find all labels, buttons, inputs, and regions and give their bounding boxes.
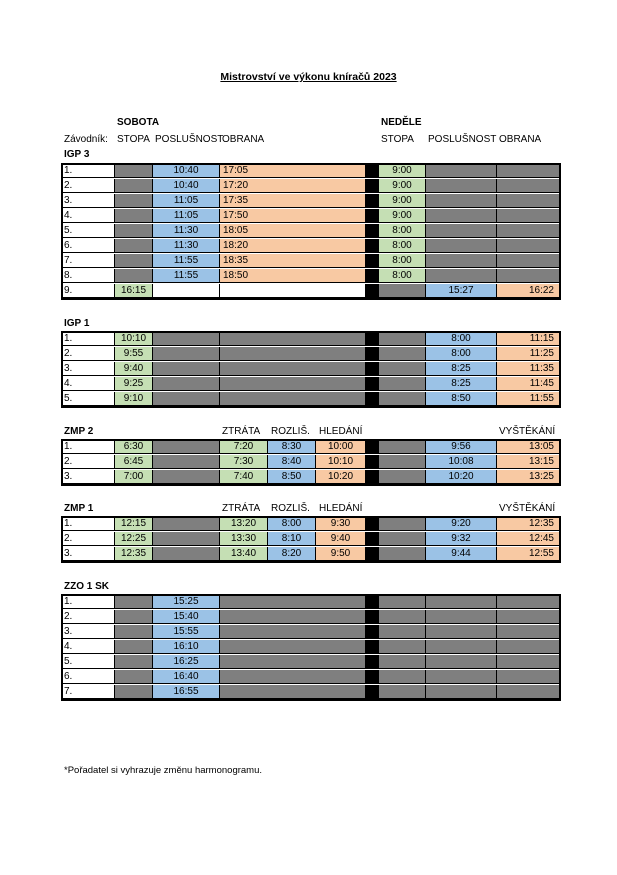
empty-cell xyxy=(220,625,366,639)
row-number-cell: 2. xyxy=(61,455,115,469)
row-number-cell: 4. xyxy=(61,640,115,654)
zmp1-hledani-label: HLEDÁNÍ xyxy=(319,503,363,514)
empty-cell xyxy=(220,595,366,609)
zmp1-vystekani-label: VYŠTĚKÁNÍ xyxy=(499,503,556,514)
row-number-cell: 1. xyxy=(61,517,115,531)
time-cell: 11:05 xyxy=(153,209,220,223)
day-divider-cell xyxy=(366,455,379,469)
zmp2-table-row xyxy=(61,440,561,454)
time-cell: 6:45 xyxy=(115,455,153,469)
row-number-cell: 8. xyxy=(61,269,115,283)
igp3-table-row xyxy=(61,284,561,298)
empty-cell xyxy=(220,377,366,391)
row-number-cell: 6. xyxy=(61,670,115,684)
day-divider-cell xyxy=(366,377,379,391)
time-cell: 11:55 xyxy=(497,392,561,406)
time-cell: 18:20 xyxy=(220,239,366,253)
time-cell: 17:05 xyxy=(220,164,366,178)
zzo1sk-table-row xyxy=(61,640,561,654)
section-zmp2-label: ZMP 2 xyxy=(64,426,94,437)
row-number-cell: 3. xyxy=(61,194,115,208)
time-cell: 11:35 xyxy=(497,362,561,376)
empty-cell xyxy=(426,269,497,283)
time-cell: 11:15 xyxy=(497,332,561,346)
empty-cell xyxy=(153,377,220,391)
empty-cell xyxy=(426,655,497,669)
time-cell: 16:55 xyxy=(153,685,220,699)
empty-cell xyxy=(153,347,220,361)
time-cell: 10:08 xyxy=(426,455,497,469)
time-cell: 9:56 xyxy=(426,440,497,454)
igp1-table-row xyxy=(61,332,561,346)
empty-cell xyxy=(220,284,366,298)
empty-cell xyxy=(115,269,153,283)
time-cell: 13:15 xyxy=(497,455,561,469)
day-divider-cell xyxy=(366,517,379,531)
header-poslusnost-sun: POSLUŠNOST xyxy=(428,134,497,145)
day-divider-cell xyxy=(366,392,379,406)
day-divider-cell xyxy=(366,347,379,361)
row-number-cell: 4. xyxy=(61,377,115,391)
time-cell: 12:35 xyxy=(497,517,561,531)
empty-cell xyxy=(426,239,497,253)
day-divider-cell xyxy=(366,209,379,223)
zmp2-hledani-label: HLEDÁNÍ xyxy=(319,426,363,437)
igp3-table-row xyxy=(61,254,561,268)
empty-cell xyxy=(115,610,153,624)
empty-cell xyxy=(426,685,497,699)
zmp1-ztrata-label: ZTRÁTA xyxy=(222,503,261,514)
empty-cell xyxy=(153,392,220,406)
time-cell: 7:40 xyxy=(220,470,268,484)
zmp1-rozlis-label: ROZLIŠ. xyxy=(271,503,310,514)
time-cell: 9:20 xyxy=(426,517,497,531)
day-divider-cell xyxy=(366,532,379,546)
page-title: Mistrovství ve výkonu kníračů 2023 xyxy=(220,71,397,83)
time-cell: 12:55 xyxy=(497,547,561,561)
empty-cell xyxy=(426,640,497,654)
time-cell: 11:30 xyxy=(153,239,220,253)
empty-cell xyxy=(379,517,426,531)
time-cell: 9:55 xyxy=(115,347,153,361)
empty-cell xyxy=(426,209,497,223)
time-cell: 7:20 xyxy=(220,440,268,454)
empty-cell xyxy=(379,362,426,376)
zmp2-rozlis-label: ROZLIŠ. xyxy=(271,426,310,437)
row-number-cell: 7. xyxy=(61,254,115,268)
day-divider-cell xyxy=(366,610,379,624)
empty-cell xyxy=(153,517,220,531)
empty-cell xyxy=(153,284,220,298)
empty-cell xyxy=(379,595,426,609)
igp1-table-row xyxy=(61,362,561,376)
time-cell: 7:30 xyxy=(220,455,268,469)
empty-cell xyxy=(379,377,426,391)
zzo1sk-table-row xyxy=(61,685,561,699)
empty-cell xyxy=(497,269,561,283)
time-cell: 9:00 xyxy=(379,179,426,193)
empty-cell xyxy=(426,254,497,268)
time-cell: 8:25 xyxy=(426,377,497,391)
time-cell: 9:40 xyxy=(115,362,153,376)
empty-cell xyxy=(115,254,153,268)
time-cell: 8:50 xyxy=(268,470,316,484)
day-divider-cell xyxy=(366,194,379,208)
day-divider-cell xyxy=(366,284,379,298)
empty-cell xyxy=(115,670,153,684)
day-divider-cell xyxy=(366,670,379,684)
day-sunday: NEDĚLE xyxy=(381,117,422,128)
igp3-table-row xyxy=(61,194,561,208)
empty-cell xyxy=(115,179,153,193)
empty-cell xyxy=(497,640,561,654)
header-obrana-sat: OBRANA xyxy=(222,134,265,145)
empty-cell xyxy=(497,194,561,208)
row-number-cell: 3. xyxy=(61,547,115,561)
empty-cell xyxy=(115,194,153,208)
empty-cell xyxy=(379,670,426,684)
day-divider-cell xyxy=(366,547,379,561)
empty-cell xyxy=(497,209,561,223)
row-number-cell: 1. xyxy=(61,440,115,454)
row-number-cell: 3. xyxy=(61,362,115,376)
day-divider-cell xyxy=(366,269,379,283)
time-cell: 8:00 xyxy=(426,332,497,346)
empty-cell xyxy=(426,194,497,208)
zzo1sk-table-row xyxy=(61,670,561,684)
empty-cell xyxy=(379,610,426,624)
time-cell: 8:20 xyxy=(268,547,316,561)
section-igp1-label: IGP 1 xyxy=(64,318,90,329)
row-number-cell: 2. xyxy=(61,179,115,193)
time-cell: 8:00 xyxy=(379,239,426,253)
empty-cell xyxy=(115,164,153,178)
time-cell: 8:00 xyxy=(379,224,426,238)
igp3-table-row xyxy=(61,179,561,193)
day-divider-cell xyxy=(366,362,379,376)
zzo1sk-table-row xyxy=(61,655,561,669)
zmp2-vystekani-label: VYŠTĚKÁNÍ xyxy=(499,426,556,437)
empty-cell xyxy=(379,685,426,699)
empty-cell xyxy=(220,685,366,699)
empty-cell xyxy=(220,610,366,624)
time-cell: 10:40 xyxy=(153,179,220,193)
time-cell: 13:20 xyxy=(220,517,268,531)
zzo1sk-table-row xyxy=(61,610,561,624)
time-cell: 11:55 xyxy=(153,269,220,283)
time-cell: 11:05 xyxy=(153,194,220,208)
time-cell: 6:30 xyxy=(115,440,153,454)
time-cell: 11:25 xyxy=(497,347,561,361)
time-cell: 12:45 xyxy=(497,532,561,546)
time-cell: 9:44 xyxy=(426,547,497,561)
empty-cell xyxy=(426,595,497,609)
time-cell: 11:30 xyxy=(153,224,220,238)
row-number-cell: 6. xyxy=(61,239,115,253)
time-cell: 9:00 xyxy=(379,209,426,223)
empty-cell xyxy=(115,224,153,238)
empty-cell xyxy=(379,625,426,639)
zzo1sk-table-row xyxy=(61,595,561,609)
zmp1-table-row xyxy=(61,547,561,561)
day-saturday: SOBOTA xyxy=(117,117,160,128)
time-cell: 10:10 xyxy=(316,455,366,469)
time-cell: 8:10 xyxy=(268,532,316,546)
igp3-table-row xyxy=(61,269,561,283)
empty-cell xyxy=(153,547,220,561)
time-cell: 10:20 xyxy=(316,470,366,484)
empty-cell xyxy=(115,655,153,669)
igp3-table-row xyxy=(61,239,561,253)
day-divider-cell xyxy=(366,470,379,484)
empty-cell xyxy=(220,332,366,346)
day-divider-cell xyxy=(366,179,379,193)
empty-cell xyxy=(379,532,426,546)
time-cell: 8:40 xyxy=(268,455,316,469)
row-number-cell: 7. xyxy=(61,685,115,699)
day-divider-cell xyxy=(366,332,379,346)
igp1-table-row xyxy=(61,377,561,391)
empty-cell xyxy=(497,239,561,253)
header-obrana-sun: OBRANA xyxy=(499,134,542,145)
day-divider-cell xyxy=(366,254,379,268)
time-cell: 9:10 xyxy=(115,392,153,406)
empty-cell xyxy=(497,595,561,609)
row-number-cell: 4. xyxy=(61,209,115,223)
time-cell: 16:15 xyxy=(115,284,153,298)
zmp2-table-row xyxy=(61,470,561,484)
row-number-cell: 2. xyxy=(61,532,115,546)
time-cell: 9:25 xyxy=(115,377,153,391)
empty-cell xyxy=(426,164,497,178)
day-divider-cell xyxy=(366,625,379,639)
time-cell: 17:50 xyxy=(220,209,366,223)
day-divider-cell xyxy=(366,595,379,609)
time-cell: 9:50 xyxy=(316,547,366,561)
empty-cell xyxy=(220,362,366,376)
empty-cell xyxy=(426,224,497,238)
empty-cell xyxy=(153,440,220,454)
row-number-cell: 5. xyxy=(61,655,115,669)
time-cell: 8:30 xyxy=(268,440,316,454)
empty-cell xyxy=(115,209,153,223)
section-igp3-label: IGP 3 xyxy=(64,149,90,160)
row-number-cell: 9. xyxy=(61,284,115,298)
empty-cell xyxy=(497,610,561,624)
time-cell: 7:00 xyxy=(115,470,153,484)
section-zmp1-label: ZMP 1 xyxy=(64,503,94,514)
day-divider-cell xyxy=(366,655,379,669)
time-cell: 16:40 xyxy=(153,670,220,684)
time-cell: 8:50 xyxy=(426,392,497,406)
empty-cell xyxy=(426,670,497,684)
time-cell: 13:40 xyxy=(220,547,268,561)
time-cell: 17:20 xyxy=(220,179,366,193)
row-number-cell: 5. xyxy=(61,392,115,406)
time-cell: 13:30 xyxy=(220,532,268,546)
zmp1-table-row xyxy=(61,532,561,546)
empty-cell xyxy=(497,625,561,639)
igp1-table-row xyxy=(61,392,561,406)
time-cell: 12:35 xyxy=(115,547,153,561)
time-cell: 9:00 xyxy=(379,164,426,178)
time-cell: 15:25 xyxy=(153,595,220,609)
time-cell: 9:32 xyxy=(426,532,497,546)
row-number-cell: 1. xyxy=(61,164,115,178)
time-cell: 8:00 xyxy=(268,517,316,531)
empty-cell xyxy=(497,164,561,178)
empty-cell xyxy=(379,284,426,298)
time-cell: 8:25 xyxy=(426,362,497,376)
empty-cell xyxy=(115,239,153,253)
row-number-cell: 2. xyxy=(61,610,115,624)
empty-cell xyxy=(426,179,497,193)
empty-cell xyxy=(379,455,426,469)
zzo1sk-table-row xyxy=(61,625,561,639)
empty-cell xyxy=(220,655,366,669)
empty-cell xyxy=(115,685,153,699)
empty-cell xyxy=(220,670,366,684)
empty-cell xyxy=(379,547,426,561)
time-cell: 16:22 xyxy=(497,284,561,298)
time-cell: 12:15 xyxy=(115,517,153,531)
time-cell: 13:25 xyxy=(497,470,561,484)
zmp2-ztrata-label: ZTRÁTA xyxy=(222,426,261,437)
time-cell: 10:00 xyxy=(316,440,366,454)
time-cell: 16:10 xyxy=(153,640,220,654)
section-zzo1sk-label: ZZO 1 SK xyxy=(64,581,110,592)
empty-cell xyxy=(497,254,561,268)
empty-cell xyxy=(497,685,561,699)
empty-cell xyxy=(153,332,220,346)
empty-cell xyxy=(153,362,220,376)
empty-cell xyxy=(497,655,561,669)
day-divider-cell xyxy=(366,224,379,238)
day-divider-cell xyxy=(366,164,379,178)
header-competitor: Závodník: xyxy=(64,134,108,145)
empty-cell xyxy=(379,470,426,484)
footnote: *Pořadatel si vyhrazuje změnu harmonogramu. xyxy=(64,765,263,776)
empty-cell xyxy=(379,347,426,361)
time-cell: 10:40 xyxy=(153,164,220,178)
empty-cell xyxy=(497,670,561,684)
empty-cell xyxy=(497,224,561,238)
time-cell: 8:00 xyxy=(379,254,426,268)
igp3-table-row xyxy=(61,164,561,178)
time-cell: 18:35 xyxy=(220,254,366,268)
empty-cell xyxy=(153,532,220,546)
day-divider-cell xyxy=(366,685,379,699)
day-divider-cell xyxy=(366,440,379,454)
time-cell: 9:30 xyxy=(316,517,366,531)
empty-cell xyxy=(153,470,220,484)
empty-cell xyxy=(220,347,366,361)
time-cell: 18:50 xyxy=(220,269,366,283)
empty-cell xyxy=(426,625,497,639)
igp3-table-row xyxy=(61,209,561,223)
time-cell: 10:10 xyxy=(115,332,153,346)
row-number-cell: 3. xyxy=(61,470,115,484)
igp1-table-row xyxy=(61,347,561,361)
time-cell: 11:45 xyxy=(497,377,561,391)
day-divider-cell xyxy=(366,239,379,253)
empty-cell xyxy=(379,640,426,654)
time-cell: 8:00 xyxy=(426,347,497,361)
time-cell: 10:20 xyxy=(426,470,497,484)
time-cell: 11:55 xyxy=(153,254,220,268)
empty-cell xyxy=(220,392,366,406)
empty-cell xyxy=(379,440,426,454)
empty-cell xyxy=(220,640,366,654)
time-cell: 9:00 xyxy=(379,194,426,208)
empty-cell xyxy=(115,640,153,654)
row-number-cell: 5. xyxy=(61,224,115,238)
empty-cell xyxy=(379,655,426,669)
row-number-cell: 3. xyxy=(61,625,115,639)
header-stopa-sat: STOPA xyxy=(117,134,150,145)
time-cell: 8:00 xyxy=(379,269,426,283)
empty-cell xyxy=(497,179,561,193)
zmp1-table-row xyxy=(61,517,561,531)
header-stopa-sun: STOPA xyxy=(381,134,414,145)
time-cell: 17:35 xyxy=(220,194,366,208)
time-cell: 18:05 xyxy=(220,224,366,238)
empty-cell xyxy=(115,625,153,639)
time-cell: 13:05 xyxy=(497,440,561,454)
day-divider-cell xyxy=(366,640,379,654)
time-cell: 12:25 xyxy=(115,532,153,546)
time-cell: 9:40 xyxy=(316,532,366,546)
empty-cell xyxy=(379,332,426,346)
time-cell: 15:40 xyxy=(153,610,220,624)
empty-cell xyxy=(379,392,426,406)
row-number-cell: 1. xyxy=(61,595,115,609)
igp3-table-row xyxy=(61,224,561,238)
empty-cell xyxy=(115,595,153,609)
zmp2-table-row xyxy=(61,455,561,469)
header-poslusnost-sat: POSLUŠNOST xyxy=(155,134,224,145)
empty-cell xyxy=(426,610,497,624)
row-number-cell: 1. xyxy=(61,332,115,346)
time-cell: 16:25 xyxy=(153,655,220,669)
time-cell: 15:55 xyxy=(153,625,220,639)
row-number-cell: 2. xyxy=(61,347,115,361)
time-cell: 15:27 xyxy=(426,284,497,298)
empty-cell xyxy=(153,455,220,469)
